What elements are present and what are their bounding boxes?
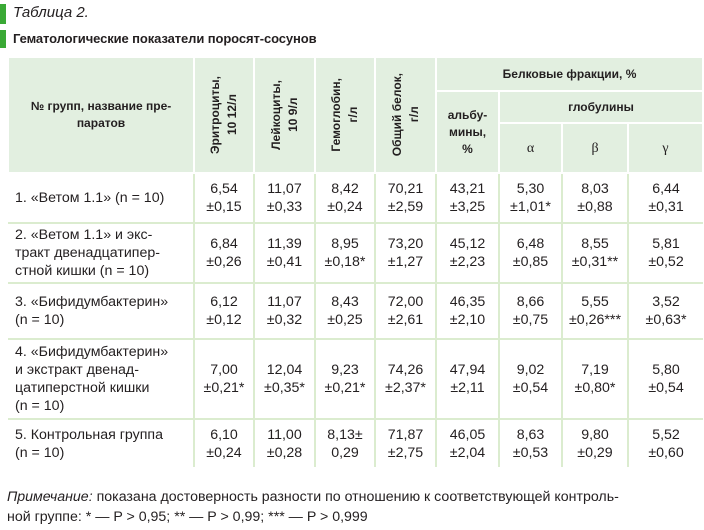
value-cell: 11,07 ±0,32 xyxy=(254,283,315,339)
value-cell: 47,94 ±2,11 xyxy=(436,339,499,419)
header-globulins: глобулины xyxy=(499,91,703,123)
value-cell: 6,48 ±0,85 xyxy=(499,223,562,283)
value-cell: 8,63 ±0,53 xyxy=(499,419,562,467)
table-note xyxy=(7,487,699,527)
note-label: Примечание: xyxy=(7,489,93,505)
header-hemoglobin: Гемоглобин, г/л xyxy=(315,57,375,173)
table-caption: Таблица 2. xyxy=(13,4,89,21)
value-cell: 43,21 ±3,25 xyxy=(436,173,499,223)
value-cell: 11,07 ±0,33 xyxy=(254,173,315,223)
value-cell: 46,35 ±2,10 xyxy=(436,283,499,339)
accent-bar-title xyxy=(0,30,6,48)
value-cell: 7,19 ±0,80* xyxy=(562,339,628,419)
header-gamma: γ xyxy=(628,123,703,173)
value-cell: 8,13± 0,29 xyxy=(315,419,375,467)
value-cell: 45,12 ±2,23 xyxy=(436,223,499,283)
table-row xyxy=(8,173,703,223)
value-cell: 6,84 ±0,26 xyxy=(194,223,254,283)
header-total-protein: Общий белок, г/л xyxy=(375,57,436,173)
value-cell: 71,87 ±2,75 xyxy=(375,419,436,467)
value-cell: 46,05 ±2,04 xyxy=(436,419,499,467)
table-row xyxy=(8,283,703,339)
value-cell: 8,03 ±0,88 xyxy=(562,173,628,223)
value-cell: 12,04 ±0,35* xyxy=(254,339,315,419)
value-cell: 6,44 ±0,31 xyxy=(628,173,703,223)
value-cell: 73,20 ±1,27 xyxy=(375,223,436,283)
group-name-cell: 4. «Бифидумбактерин» и экстракт двенад- цатиперстной кишки (n = 10) xyxy=(8,339,194,419)
value-cell: 6,12 ±0,12 xyxy=(194,283,254,339)
note-line2: ной группе: * — P > 0,95; ** — P > 0,99; *** — P > 0,999 xyxy=(7,509,368,525)
value-cell: 5,55 ±0,26*** xyxy=(562,283,628,339)
value-cell: 8,55 ±0,31** xyxy=(562,223,628,283)
group-name-cell: 2. «Ветом 1.1» и экс- тракт двенадцатипер- стной кишки (n = 10) xyxy=(8,223,194,283)
value-cell: 70,21 ±2,59 xyxy=(375,173,436,223)
hematology-table xyxy=(7,56,704,467)
header-protein-fractions: Белковые фракции, % xyxy=(436,57,703,91)
header-erythrocytes: Эритроциты, 10 12/л xyxy=(194,57,254,173)
table-body xyxy=(8,173,703,467)
accent-bar-caption xyxy=(0,4,6,24)
value-cell: 6,10 ±0,24 xyxy=(194,419,254,467)
value-cell: 9,02 ±0,54 xyxy=(499,339,562,419)
value-cell: 8,95 ±0,18* xyxy=(315,223,375,283)
table-row xyxy=(8,419,703,467)
group-name-cell: 5. Контрольная группа (n = 10) xyxy=(8,419,194,467)
value-cell: 11,39 ±0,41 xyxy=(254,223,315,283)
value-cell: 6,54 ±0,15 xyxy=(194,173,254,223)
value-cell: 8,66 ±0,75 xyxy=(499,283,562,339)
value-cell: 7,00 ±0,21* xyxy=(194,339,254,419)
group-name-cell: 3. «Бифидумбактерин» (n = 10) xyxy=(8,283,194,339)
note-line1: показана достоверность разности по отношению к соответствующей контроль- xyxy=(92,489,619,505)
header-albumins: альбу- мины, % xyxy=(436,91,499,173)
value-cell: 8,42 ±0,24 xyxy=(315,173,375,223)
table-title: Гематологические показатели поросят-сосунов xyxy=(13,31,317,46)
header-group-name: № групп, название пре- паратов xyxy=(8,57,194,173)
value-cell: 9,80 ±0,29 xyxy=(562,419,628,467)
value-cell: 72,00 ±2,61 xyxy=(375,283,436,339)
value-cell: 3,52 ±0,63* xyxy=(628,283,703,339)
value-cell: 5,80 ±0,54 xyxy=(628,339,703,419)
value-cell: 5,52 ±0,60 xyxy=(628,419,703,467)
value-cell: 5,30 ±1,01* xyxy=(499,173,562,223)
header-leukocytes: Лейкоциты, 10 9/л xyxy=(254,57,315,173)
header-beta: β xyxy=(562,123,628,173)
value-cell: 5,81 ±0,52 xyxy=(628,223,703,283)
table-row xyxy=(8,223,703,283)
header-alpha: α xyxy=(499,123,562,173)
table-row xyxy=(8,339,703,419)
value-cell: 11,00 ±0,28 xyxy=(254,419,315,467)
value-cell: 8,43 ±0,25 xyxy=(315,283,375,339)
value-cell: 9,23 ±0,21* xyxy=(315,339,375,419)
group-name-cell: 1. «Ветом 1.1» (n = 10) xyxy=(8,173,194,223)
value-cell: 74,26 ±2,37* xyxy=(375,339,436,419)
